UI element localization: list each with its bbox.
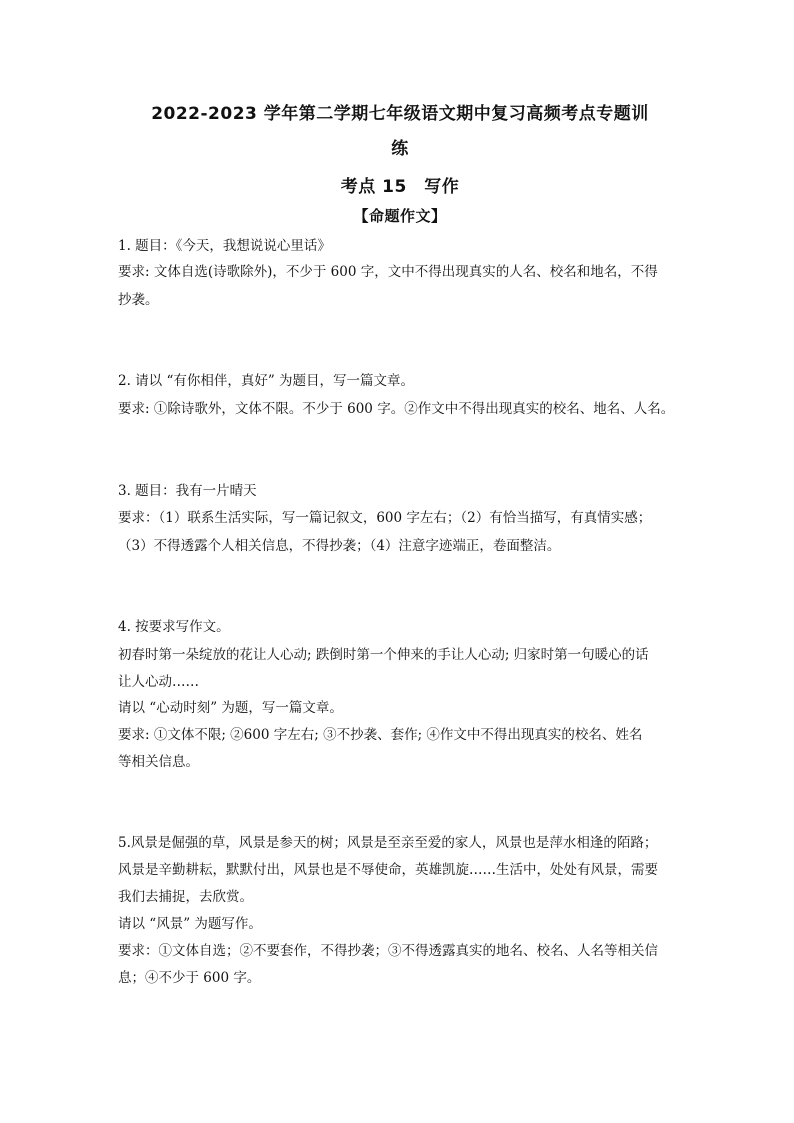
document-title-line1: 2022-2023 学年第二学期七年级语文期中复习高频考点专题训 — [151, 104, 649, 124]
q1-line3: 抄袭。 — [118, 292, 159, 308]
q5-line1: 5.风景是倔强的草，风景是参天的树；风景是至亲至爱的家人，风景也是萍水相逢的陌路； — [118, 835, 658, 851]
q3-line1: 3. 题目：我有一片晴天 — [118, 483, 257, 499]
q5-line4: 请以 “风景” 为题写作。 — [118, 916, 262, 932]
q4-line2: 初春时第一朵绽放的花让人心动; 跌倒时第一个伸来的手让人心动; 归家时第一句暖心的话 — [118, 647, 649, 663]
q2-line1: 2. 请以 “有你相伴，真好” 为题目，写一篇文章。 — [118, 373, 415, 389]
q4-line5: 要求: ①文体不限; ②600 字左右; ③不抄袭、套作; ④作文中不得出现真实的校名、姓名 — [118, 727, 643, 743]
q4-line3: 让人心动…… — [118, 674, 199, 690]
q5-line2: 风景是辛勤耕耘，默默付出，风景也是不辱使命，英雄凯旋……生活中，处处有风景，需要 — [118, 862, 658, 878]
q3-line3: （3）不得透露个人相关信息，不得抄袭；（4）注意字迹端正，卷面整洁。 — [118, 538, 561, 554]
q5-line6: 息；④不少于 600 字。 — [118, 970, 261, 986]
q1-line2: 要求: 文体自选(诗歌除外)，不少于 600 字，文中不得出现真实的人名、校名和地名，不得 — [118, 264, 658, 280]
q4-line1: 4. 按要求写作文。 — [118, 619, 230, 635]
q2-line2: 要求: ①除诗歌外，文体不限。不少于 600 字。②作文中不得出现真实的校名、地名、人名。 — [118, 401, 675, 417]
q4-line6: 等相关信息。 — [118, 754, 199, 770]
document-title-line2: 练 — [391, 139, 409, 159]
q5-line3: 我们去捕捉，去欣赏。 — [118, 889, 253, 905]
q1-line1: 1. 题目：《今天，我想说说心里话》 — [118, 238, 331, 254]
q5-line5: 要求：①文体自选；②不要套作，不得抄袭；③不得透露真实的地名、校名、人名等相关信 — [118, 943, 658, 959]
document-subtitle: 考点 15 写作 — [340, 177, 460, 197]
q4-line4: 请以 “心动时刻” 为题，写一篇文章。 — [118, 700, 343, 716]
q3-line2: 要求：（1）联系生活实际，写一篇记叙文，600 字左右；（2）有恰当描写，有真情实感； — [118, 510, 652, 526]
section-heading: 【命题作文】 — [353, 207, 447, 225]
